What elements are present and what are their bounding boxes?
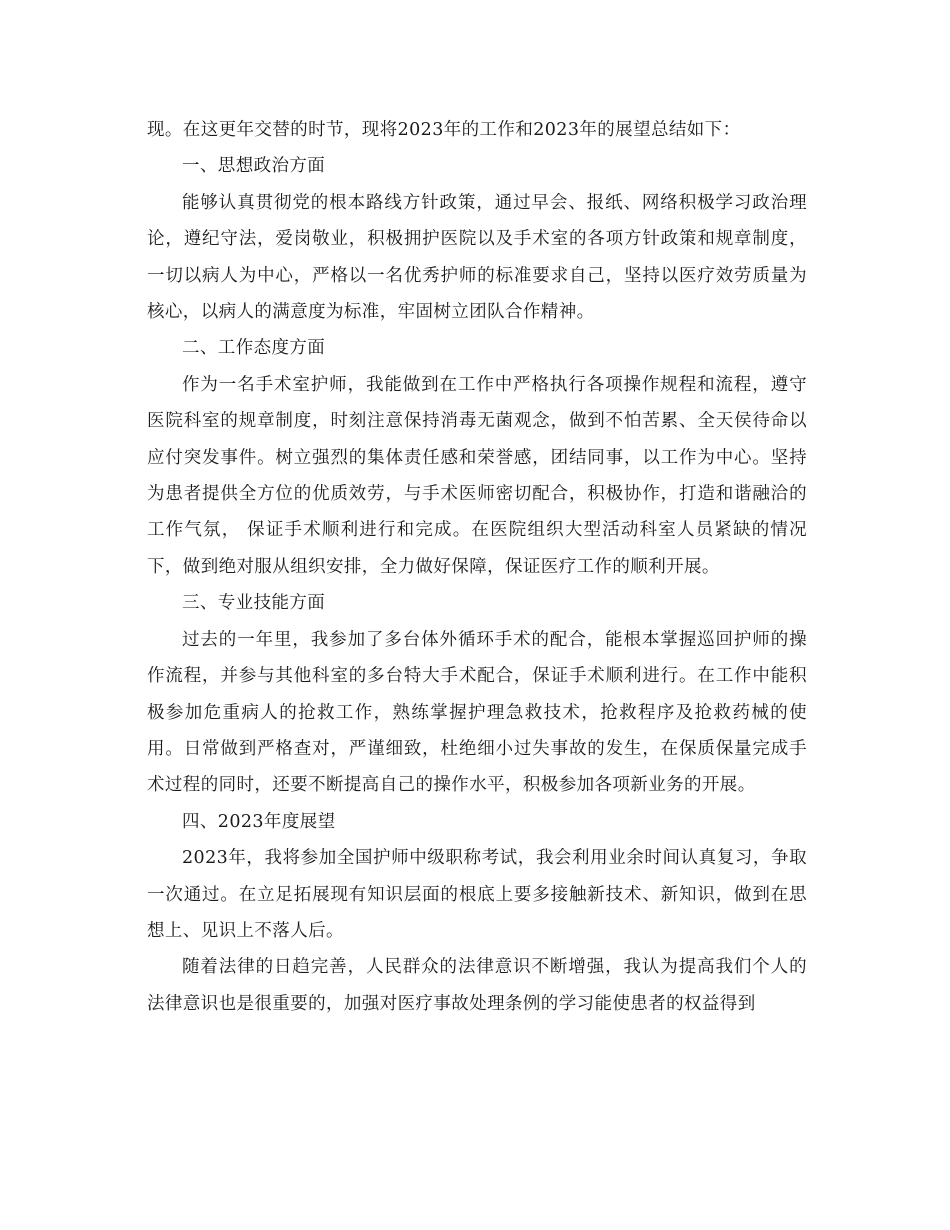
paragraph-legal: 随着法律的日趋完善，人民群众的法律意识不断增强，我认为提高我们个人的法律意识也是很重要的，加强对医疗事故处理条例的学习能使患者的权益得到 <box>147 957 807 1014</box>
section-heading-politics: 一、思想政治方面 <box>182 156 326 177</box>
paragraph-skills: 过去的一年里，我参加了多台体外循环手术的配合，能根本掌握巡回护师的操作流程，并参与其他科室的多台特大手术配合，保证手术顺利进行。在工作中能积极参加危重病人的抢救工作，熟练掌握护理急救技术，抢救程序及抢救药械的使用。日常做到严格查对，严谨细致，杜绝细小过失事故的发生，在保质保量完成手术过程的同时，还要不断提高自己的操作水平，积极参加各项新业务的开展。 <box>147 629 807 796</box>
paragraph-continuation: 现。在这更年交替的时节，现将2023年的工作和2023年的展望总结如下： <box>147 120 741 140</box>
paragraph-politics: 能够认真贯彻党的根本路线方针政策，通过早会、报纸、网络积极学习政治理论，遵纪守法，爱岗敬业，积极拥护医院以及手术室的各项方针政策和规章制度，一切以病人为中心，严格以一名优秀护师的标准要求自己，坚持以医疗效劳质量为核心，以病人的满意度为标准，牢固树立团队合作精神。 <box>147 192 807 323</box>
section-heading-outlook: 四、2023年度展望 <box>182 811 336 832</box>
document-body <box>147 112 807 1022</box>
paragraph-attitude: 作为一名手术室护师，我能做到在工作中严格执行各项操作规程和流程，遵守医院科室的规章制度，时刻注意保持消毒无菌观念，做到不怕苦累、全天侯待命以应付突发事件。树立强烈的集体责任感和荣誉感，团结同事，以工作为中心。坚持为患者提供全方位的优质效劳，与手术医师密切配合，积极协作，打造和谐融洽的工作气氛， 保证手术顺利进行和完成。在医院组织大型活动科室人员紧缺的情况下，做到绝对服从组织安排，全力做好保障，保证医疗工作的顺利开展。 <box>147 374 807 577</box>
section-heading-skills: 三、专业技能方面 <box>182 593 326 614</box>
section-heading-attitude: 二、工作态度方面 <box>182 338 326 359</box>
paragraph-outlook: 2023年，我将参加全国护师中级职称考试，我会利用业余时间认真复习，争取一次通过。在立足拓展现有知识层面的根底上要多接触新技术、新知识，做到在思想上、见识上不落人后。 <box>147 848 807 941</box>
